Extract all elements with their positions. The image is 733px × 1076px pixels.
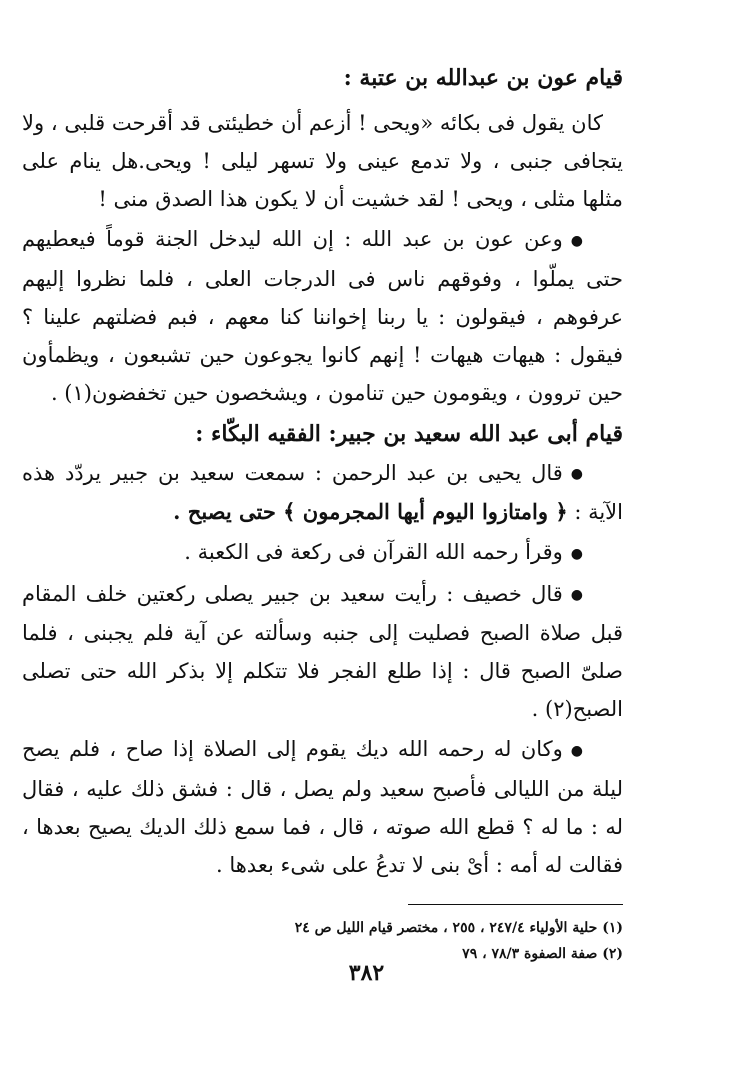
footnote-divider <box>408 904 623 905</box>
paragraph <box>22 104 623 218</box>
paragraph <box>22 533 623 573</box>
footnote: (١) حلية الأولياء ٢٤٧/٤ ، ٢٥٥ ، مختصر قيام الليل ص ٢٤ <box>294 919 623 936</box>
section-heading: قيام أبى عبد الله سعيد بن جبير: الفقيه البكّاء : <box>195 420 623 447</box>
paragraph <box>22 220 623 412</box>
quran-verse: ﴿ وامتازوا اليوم أيها المجرمون ﴾ حتى يصبح . <box>173 499 568 524</box>
section-awn <box>22 58 623 412</box>
bullet-icon: ● <box>570 587 583 603</box>
section-saeed <box>22 414 623 884</box>
paragraph-text: قال يحيى بن عبد الرحمن : سمعت سعيد بن جبير يردّد هذه الآية : <box>22 460 623 524</box>
page-number: ٣٨٢ <box>348 960 385 986</box>
bullet-icon: ● <box>570 466 583 482</box>
bullet-icon: ● <box>570 545 583 562</box>
paragraph-text: وكان له رحمه الله ديك يقوم إلى الصلاة إذا صاح ، فلم يصح ليلة من الليالى فأصبح سعيد ولم يصل ، قال : فشق ذلك عليه ، فقال له : ما له ؟ قطع الله صوته ، قال ، فما سمع ذلك الديك يصيح بعدها ، فقالت له أمه : أىْ بنى لا تدعُ على شىء بعدها . <box>22 737 623 877</box>
bullet-icon: ● <box>570 232 583 249</box>
paragraph-text: كان يقول فى بكائه «ويحى ! أزعم أن خطيئتى قد أقرحت قلبى ، ولا يتجافى جنبى ، ولا تدمع عينى ولا تسهر ليلى ! ويحى.هل ينام على مثلها مثلى ، ويحى ! لقد خشيت أن لا يكون هذا الصدق منى ! <box>22 111 623 211</box>
footnotes <box>22 915 623 967</box>
section-heading: قيام عون بن عبدالله بن عتبة : <box>343 65 623 91</box>
paragraph <box>22 454 623 532</box>
paragraph <box>22 730 623 884</box>
paragraph-text: قال خصيف : رأيت سعيد بن جبير يصلى ركعتين خلف المقام قبل صلاة الصبح فصليت إلى جنبه وسألته عن آية فلم يجبنى ، فلما صلىّ الصبح قال : إذا طلع الفجر فلا تتكلم إلا بذكر الله حتى تصلى الصبح(٢) . <box>22 581 623 721</box>
bullet-icon: ● <box>570 742 583 759</box>
paragraph <box>22 575 623 729</box>
paragraph-text: وعن عون بن عبد الله : إن الله ليدخل الجنة قوماً فيعطيهم حتى يملّوا ، وفوقهم ناس فى الدرجات العلى ، فلما نظروا إليهم عرفوهم ، فيقولون : يا ربنا إخواننا كنا معهم ، فبم فضلتهم علينا ؟ فيقول : هيهات هيهات ! إنهم كانوا يجوعون حين تشبعون ، ويظمأون حين تروون ، ويقومون حين تنامون ، ويشخصون حين تخفضون(١) . <box>22 227 623 405</box>
footnote: (٢) صفة الصفوة ٧٨/٣ ، ٧٩ <box>462 945 623 962</box>
paragraph-text: وقرأ رحمه الله القرآن فى ركعة فى الكعبة . <box>184 540 563 564</box>
